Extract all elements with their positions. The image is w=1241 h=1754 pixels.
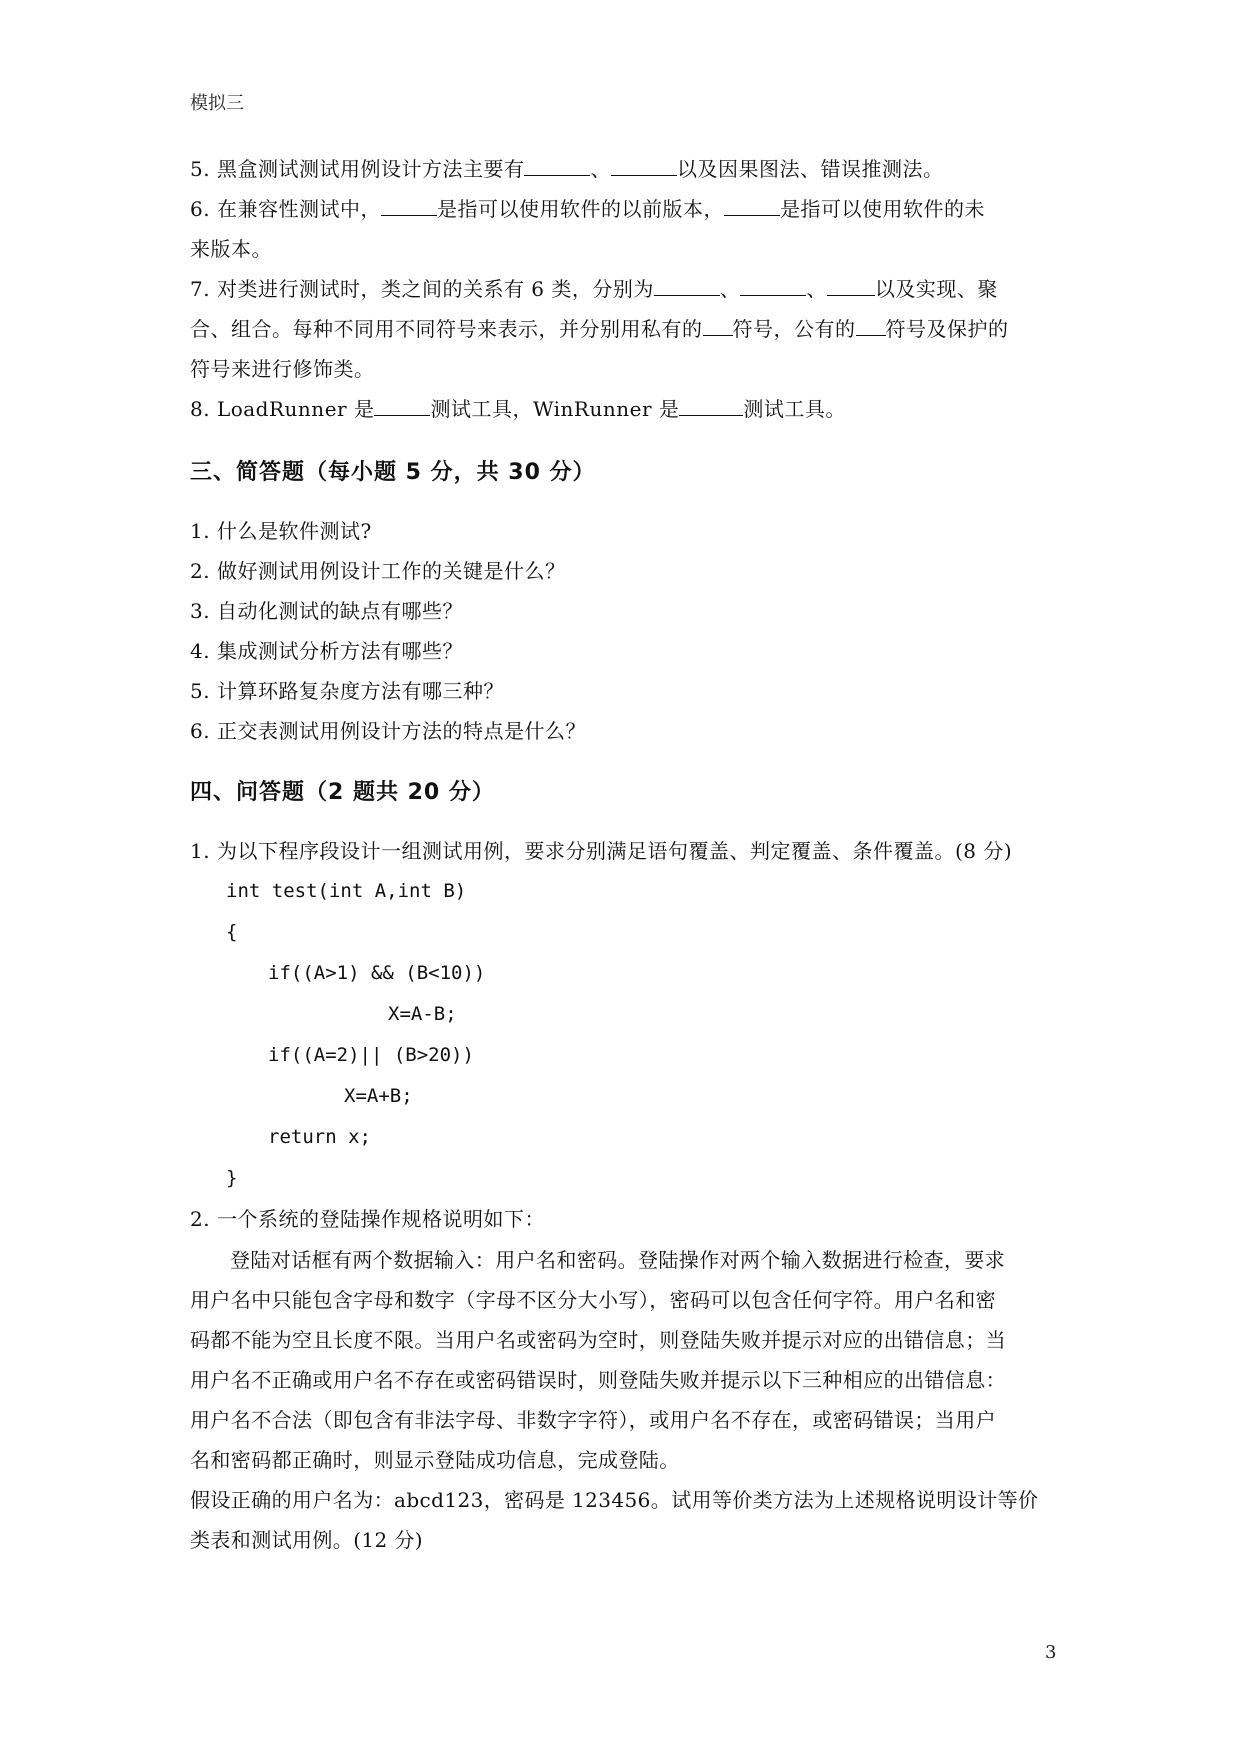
- question-7-sep: 、: [719, 277, 741, 301]
- question-8-tail: 测试工具。: [743, 397, 846, 421]
- question-5-sep: 、: [590, 157, 611, 181]
- question-8-mid: 测试工具，WinRunner 是: [430, 397, 680, 421]
- paragraph-line: 类表和测试用例。(12 分): [190, 1528, 424, 1552]
- answer-blank: [654, 273, 720, 296]
- paragraph-line: 用户名不正确或用户名不存在或密码错误时，则登陆失败并提示以下三种相应的出错信息：: [190, 1368, 1006, 1392]
- question-5-text: 5. 黑盒测试测试用例设计方法主要有: [190, 157, 525, 181]
- question-7-text: 7. 对类进行测试时，类之间的关系有 6 类，分别为: [190, 277, 654, 301]
- section-4-q1: 1. 为以下程序段设计一组测试用例，要求分别满足语句覆盖、判定覆盖、条件覆盖。(8 分): [190, 839, 1013, 863]
- question-5-tail: 以及因果图法、错误推测法。: [676, 157, 944, 181]
- answer-blank: [381, 193, 437, 216]
- question-6-cont: 来版本。: [190, 237, 272, 261]
- answer-blank: [827, 273, 875, 296]
- question-7-tail: 以及实现、聚: [874, 277, 998, 301]
- code-line: if((A>1) && (B<10)): [268, 962, 486, 984]
- question-5: [190, 149, 1070, 189]
- section-4-q2: 2. 一个系统的登陆操作规格说明如下：: [190, 1207, 545, 1231]
- question-6-text: 6. 在兼容性测试中，: [190, 197, 381, 221]
- list-item: 1. 什么是软件测试?: [190, 519, 372, 543]
- question-6: [190, 189, 1070, 229]
- paragraph-line: 名和密码都正确时，则显示登陆成功信息，完成登陆。: [190, 1448, 680, 1472]
- question-6-tail: 是指可以使用软件的未: [779, 197, 985, 221]
- code-line: return x;: [268, 1126, 371, 1148]
- section-4-q2-body: [190, 1240, 1070, 1560]
- question-7-sep: 、: [806, 277, 827, 301]
- question-7: [190, 269, 1070, 309]
- answer-blank: [374, 393, 430, 416]
- page-number: 3: [1045, 1642, 1057, 1663]
- paragraph-line: 登陆对话框有两个数据输入：用户名和密码。登陆操作对两个输入数据进行检查，要求: [230, 1248, 1006, 1272]
- code-line: X=A-B;: [388, 1003, 457, 1025]
- list-item: 5. 计算环路复杂度方法有哪三种？: [190, 679, 504, 703]
- question-7-cont: [190, 309, 1070, 349]
- answer-blank: [524, 153, 590, 176]
- list-item: 3. 自动化测试的缺点有哪些？: [190, 599, 463, 623]
- answer-blank: [856, 313, 886, 336]
- question-8: [190, 389, 1070, 429]
- paragraph-line: 码都不能为空且长度不限。当用户名或密码为空时，则登陆失败并提示对应的出错信息；当: [190, 1328, 1006, 1352]
- code-line: if((A=2)|| (B>20)): [268, 1044, 474, 1066]
- paragraph-line: 用户名不合法（即包含有非法字母、非数字字符），或用户名不存在，或密码错误；当用户: [190, 1408, 996, 1432]
- question-7-text3: 符号，公有的: [732, 317, 856, 341]
- question-7-text4: 符号及保护的: [885, 317, 1009, 341]
- list-item: 4. 集成测试分析方法有哪些？: [190, 639, 463, 663]
- code-line: int test(int A,int B): [226, 880, 467, 902]
- answer-blank: [724, 193, 780, 216]
- answer-blank: [740, 273, 806, 296]
- paragraph-line: 用户名中只能包含字母和数字（字母不区分大小写），密码可以包含任何字符。用户名和密: [190, 1288, 996, 1312]
- section-4-title: 四、问答题（2 题共 20 分）: [190, 780, 495, 805]
- question-7-text2: 合、组合。每种不同用不同符号来表示，并分别用私有的: [190, 317, 703, 341]
- section-3-title: 三、简答题（每小题 5 分，共 30 分）: [190, 460, 596, 485]
- code-line: X=A+B;: [344, 1085, 413, 1107]
- answer-blank: [703, 313, 733, 336]
- fill-in-questions: [190, 149, 1070, 429]
- question-8-text: 8. LoadRunner 是: [190, 397, 375, 421]
- code-line: }: [226, 1167, 238, 1189]
- code-line: {: [226, 921, 238, 943]
- list-item: 2. 做好测试用例设计工作的关键是什么？: [190, 559, 566, 583]
- section-3-list: [190, 511, 1070, 751]
- page-header: 模拟三: [190, 93, 244, 114]
- list-item: 6. 正交表测试用例设计方法的特点是什么？: [190, 719, 586, 743]
- paragraph-line: 假设正确的用户名为：abcd123，密码是 123456。试用等价类方法为上述规格说明设计等价: [190, 1488, 1039, 1512]
- answer-blank: [679, 393, 743, 416]
- question-6-mid: 是指可以使用软件的以前版本，: [436, 197, 724, 221]
- answer-blank: [611, 153, 677, 176]
- question-7-cont2: 符号来进行修饰类。: [190, 357, 375, 381]
